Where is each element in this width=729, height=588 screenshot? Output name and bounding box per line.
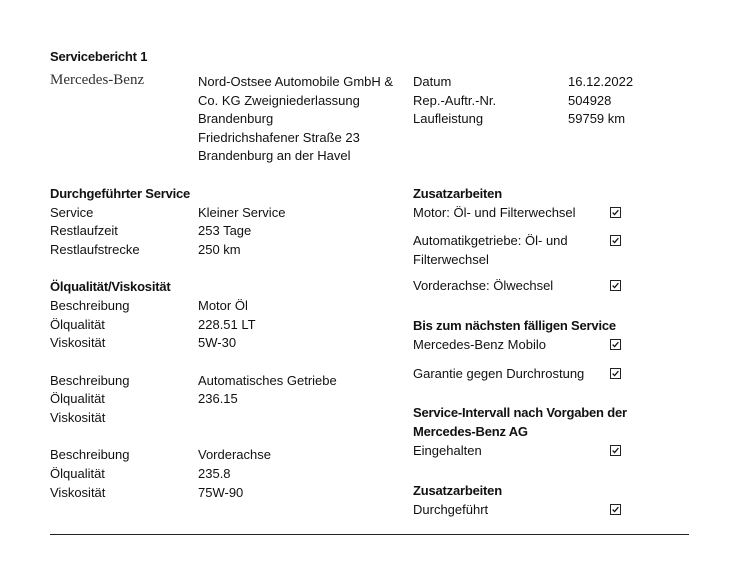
oil-3-description-value: Vorderachse — [198, 447, 271, 462]
extra-work-2-heading: Zusatzarbeiten — [413, 483, 502, 498]
oil-3-viscosity-value: 75W-90 — [198, 485, 244, 500]
extra-work-item-2-checkbox[interactable] — [610, 235, 621, 246]
oil-1-description-label: Beschreibung — [50, 298, 130, 313]
remaining-time-label: Restlaufzeit — [50, 223, 118, 238]
service-label: Service — [50, 205, 94, 220]
extra-work-item-1-label: Motor: Öl- und Filterwechsel — [413, 205, 576, 220]
oil-1-viscosity-value: 5W-30 — [198, 335, 237, 350]
oil-3-viscosity-label: Viskosität — [50, 485, 106, 500]
next-service-item-1-checkbox[interactable] — [610, 339, 621, 350]
next-service-item-1-label: Mercedes-Benz Mobilo — [413, 337, 546, 352]
dealer-line-2: Co. KG Zweigniederlassung — [198, 93, 360, 108]
report-title: Servicebericht 1 — [50, 49, 148, 64]
meta-label-mileage: Laufleistung — [413, 111, 484, 126]
oil-3-quality-value: 235.8 — [198, 466, 231, 481]
interval-item-1-checkbox[interactable] — [610, 445, 621, 456]
remaining-distance-value: 250 km — [198, 242, 241, 257]
dealer-line-5: Brandenburg an der Havel — [198, 148, 351, 163]
dealer-line-4: Friedrichshafener Straße 23 — [198, 130, 360, 145]
remaining-time-value: 253 Tage — [198, 223, 252, 238]
oil-2-description-label: Beschreibung — [50, 373, 130, 388]
oil-2-quality-label: Ölqualität — [50, 391, 105, 406]
dealer-line-3: Brandenburg — [198, 111, 274, 126]
oil-2-description-value: Automatisches Getriebe — [198, 373, 337, 388]
mercedes-benz-logo: Mercedes-Benz — [50, 72, 145, 88]
extra-work-2-item-1-label: Durchgeführt — [413, 502, 489, 517]
oil-1-viscosity-label: Viskosität — [50, 335, 106, 350]
meta-value-mileage: 59759 km — [568, 111, 626, 126]
meta-label-date: Datum — [413, 74, 452, 89]
next-service-item-2-label: Garantie gegen Durchrostung — [413, 366, 585, 381]
bottom-divider — [50, 534, 689, 535]
meta-label-order: Rep.-Auftr.-Nr. — [413, 93, 497, 108]
service-heading: Durchgeführter Service — [50, 186, 191, 201]
extra-work-item-2-label-line-2: Filterwechsel — [413, 252, 489, 267]
extra-work-2-item-1-checkbox[interactable] — [610, 504, 621, 515]
oil-3-description-label: Beschreibung — [50, 447, 130, 462]
remaining-distance-label: Restlaufstrecke — [50, 242, 140, 257]
oil-heading: Ölqualität/Viskosität — [50, 279, 171, 294]
oil-2-quality-value: 236.15 — [198, 391, 238, 406]
interval-heading-line-1: Service-Intervall nach Vorgaben der — [413, 405, 627, 420]
next-service-heading: Bis zum nächsten fälligen Service — [413, 318, 616, 333]
interval-heading-line-2: Mercedes-Benz AG — [413, 424, 528, 439]
extra-work-heading: Zusatzarbeiten — [413, 186, 502, 201]
oil-3-quality-label: Ölqualität — [50, 466, 105, 481]
oil-2-viscosity-label: Viskosität — [50, 410, 106, 425]
oil-1-description-value: Motor Öl — [198, 298, 248, 313]
extra-work-item-2-label-line-1: Automatikgetriebe: Öl- und — [413, 233, 568, 248]
next-service-item-2-checkbox[interactable] — [610, 368, 621, 379]
interval-item-1-label: Eingehalten — [413, 443, 482, 458]
extra-work-item-3-checkbox[interactable] — [610, 280, 621, 291]
extra-work-item-3-label: Vorderachse: Ölwechsel — [413, 278, 554, 293]
extra-work-item-1-checkbox[interactable] — [610, 207, 621, 218]
oil-1-quality-value: 228.51 LT — [198, 317, 256, 332]
oil-1-quality-label: Ölqualität — [50, 317, 105, 332]
meta-value-order: 504928 — [568, 93, 612, 108]
meta-value-date: 16.12.2022 — [568, 74, 634, 89]
service-value: Kleiner Service — [198, 205, 286, 220]
dealer-line-1: Nord-Ostsee Automobile GmbH & — [198, 74, 394, 89]
